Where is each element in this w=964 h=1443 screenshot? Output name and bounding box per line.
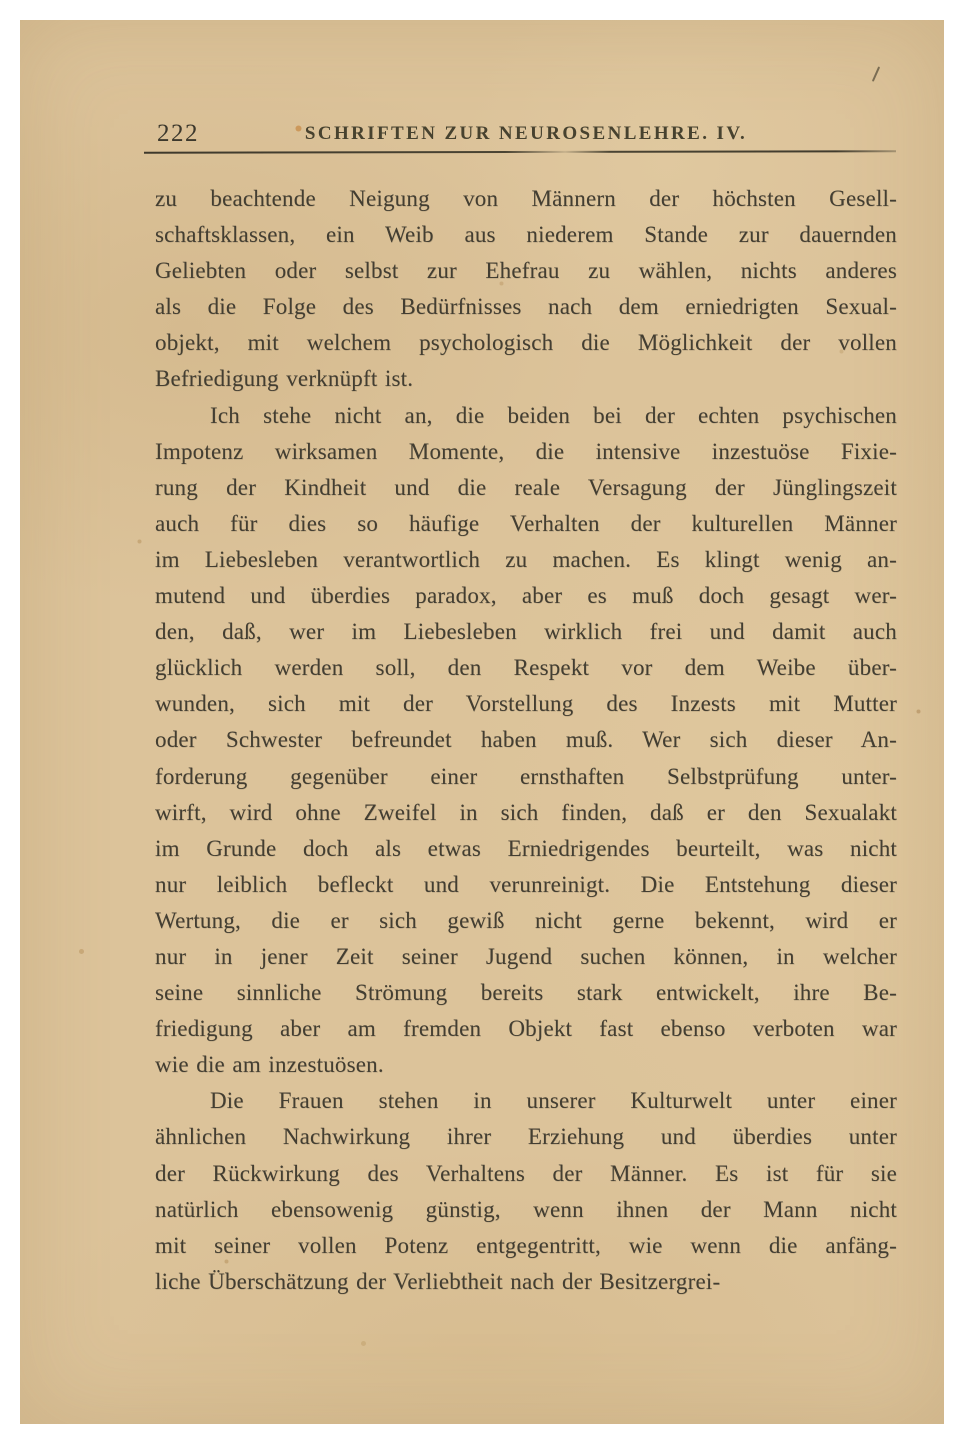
text-line: Die Frauen stehen in unserer Kulturwelt unter einer <box>210 1088 897 1114</box>
text-line: objekt, mit welchem psychologisch die Möglichkeit der vollen <box>155 330 897 356</box>
text-line: auch für dies so häufige Verhalten der kulturellen Männer <box>155 510 897 536</box>
text-line: Geliebten oder selbst zur Ehefrau zu wählen, nichts anderes <box>155 258 897 284</box>
text-line: forderung gegenüber einer ernsthaften Selbstprüfung unter- <box>155 763 897 789</box>
text-line: seine sinnliche Strömung bereits stark entwickelt, ihre Be- <box>155 980 897 1006</box>
text-line: zu beachtende Neigung von Männern der höchsten Gesell- <box>155 186 897 211</box>
text-line: im Grunde doch als etwas Erniedrigendes beurteilt, was nicht <box>155 835 897 861</box>
text-line: wirft, wird ohne Zweifel in sich finden, daß er den Sexualakt <box>155 799 897 825</box>
text-line: der Rückwirkung des Verhaltens der Männer. Es ist für sie <box>155 1160 897 1186</box>
running-title: SCHRIFTEN ZUR NEUROSENLEHRE. IV. <box>304 123 748 144</box>
paper-specks <box>20 20 23 23</box>
text-line: ähnlichen Nachwirkung ihrer Erziehung und überdies unter <box>155 1124 897 1150</box>
text-line: als die Folge des Bedürfnisses nach dem erniedrigten Sexual- <box>155 294 897 320</box>
text-line: im Liebesleben verantwortlich zu machen. Es klingt wenig an- <box>155 546 897 572</box>
text-line: mutend und überdies paradox, aber es muß doch gesagt wer- <box>155 583 897 609</box>
text-line: den, daß, wer im Liebesleben wirklich frei und damit auch <box>155 619 897 645</box>
text-line: Wertung, die er sich gewiß nicht gerne bekennt, wird er <box>155 907 897 933</box>
scan-artifact-mark <box>872 66 880 81</box>
text-line: liche Überschätzung der Verliebtheit nach der Besitzergrei- <box>155 1268 721 1294</box>
book-page <box>20 20 944 1424</box>
text-line: Impotenz wirksamen Momente, die intensive inzestuöse Fixie- <box>155 438 897 464</box>
text-line: schaftsklassen, ein Weib aus niederem Stande zur dauernden <box>155 222 897 248</box>
text-line: mit seiner vollen Potenz entgegentritt, wie wenn die anfäng- <box>155 1232 897 1258</box>
text-line: wunden, sich mit der Vorstellung des Inzests mit Mutter <box>155 691 897 717</box>
text-line: nur leiblich befleckt und verunreinigt. Die Entstehung dieser <box>155 871 897 897</box>
text-line: glücklich werden soll, den Respekt vor dem Weibe über- <box>155 655 897 681</box>
text-line: Befriedigung verknüpft ist. <box>155 366 414 392</box>
text-line: nur in jener Zeit seiner Jugend suchen können, in welcher <box>155 943 897 969</box>
page-body <box>155 181 897 1300</box>
text-line: oder Schwester befreundet haben muß. Wer sich dieser An- <box>155 727 897 753</box>
text-line: natürlich ebensowenig günstig, wenn ihnen der Mann nicht <box>155 1196 897 1222</box>
page-number: 222 <box>157 120 199 147</box>
text-line: friedigung aber am fremden Objekt fast ebenso verboten war <box>155 1016 897 1042</box>
text-line: Ich stehe nicht an, die beiden bei der echten psychischen <box>210 402 897 428</box>
text-line: rung der Kindheit und die reale Versagung der Jünglingszeit <box>155 474 897 500</box>
text-line: wie die am inzestuösen. <box>155 1052 384 1078</box>
